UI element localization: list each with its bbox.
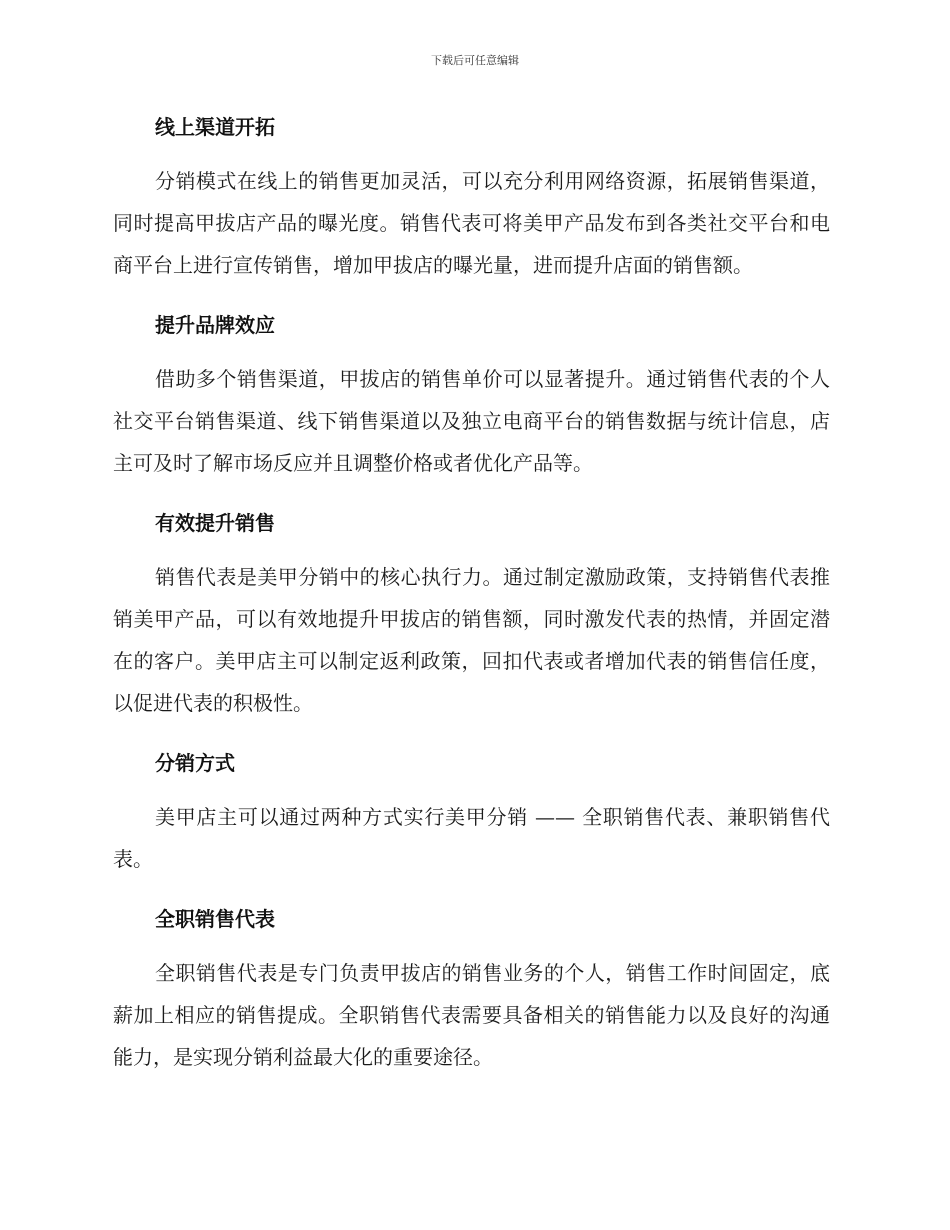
section-distribution-methods: [113, 742, 830, 880]
document-body: [113, 106, 830, 1078]
section-heading: 线上渠道开拓: [155, 115, 275, 139]
section-heading: 有效提升销售: [155, 511, 275, 535]
section-paragraph: 全职销售代表是专门负责甲拔店的销售业务的个人，销售工作时间固定，底薪加上相应的销售提成。全职销售代表需要具备相关的销售能力以及良好的沟通能力，是实现分销利益最大化的重要途径。: [113, 961, 830, 1069]
section-boost-sales: [113, 502, 830, 724]
section-fulltime-rep: [113, 898, 830, 1078]
section-online-channel: [113, 106, 830, 286]
section-heading: 提升品牌效应: [155, 313, 275, 337]
section-brand-effect: [113, 304, 830, 484]
section-paragraph: 销售代表是美甲分销中的核心执行力。通过制定激励政策，支持销售代表推销美甲产品，可以有效地提升甲拔店的销售额，同时激发代表的热情，并固定潜在的客户。美甲店主可以制定返利政策，回扣代表或者增加代表的销售信任度，以促进代表的积极性。: [113, 565, 830, 715]
section-paragraph: 分销模式在线上的销售更加灵活，可以充分利用网络资源，拓展销售渠道，同时提高甲拔店产品的曝光度。销售代表可将美甲产品发布到各类社交平台和电商平台上进行宣传销售，增加甲拔店的曝光量，进而提升店面的销售额。: [113, 169, 830, 277]
section-paragraph: 美甲店主可以通过两种方式实行美甲分销 —— 全职销售代表、兼职销售代表。: [113, 805, 830, 871]
section-heading: 分销方式: [155, 751, 235, 775]
section-heading: 全职销售代表: [155, 907, 275, 931]
section-paragraph: 借助多个销售渠道，甲拔店的销售单价可以显著提升。通过销售代表的个人社交平台销售渠道、线下销售渠道以及独立电商平台的销售数据与统计信息，店主可及时了解市场反应并且调整价格或者优化产品等。: [113, 367, 830, 475]
page-header: 下载后可任意编辑: [431, 54, 519, 67]
